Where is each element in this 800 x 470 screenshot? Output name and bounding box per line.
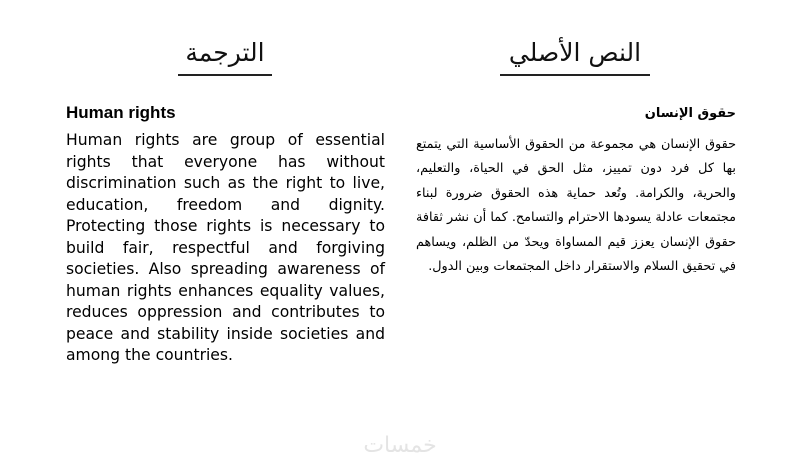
watermark-logo: خمسات — [363, 433, 437, 458]
arabic-title: حقوق الإنسان — [644, 106, 736, 121]
english-body-text: Human rights are group of essential rights that everyone has without discrimination such as the right to live, education, freedom and dignity. Protecting those rights is necessary to build fair, respectful and forgiving societies. Also spreading awareness of human rights enhances equality values, reduces oppression and contributes to peace and stability inside societies and among the countries. — [66, 131, 385, 364]
translation-heading: الترجمة — [178, 36, 272, 76]
original-text-heading: النص الأصلي — [500, 36, 650, 76]
arabic-body-text: حقوق الإنسان هي مجموعة من الحقوق الأساسية التي يتمتع بها كل فرد دون تمييز، مثل الحق في الحياة، والتعليم، والحرية، والكرامة. وتُعد حماية هذه الحقوق ضرورة لبناء مجتمعات عادلة يسودها الاحترام والتسامح. كما أن نشر ثقافة حقوق الإنسان يعزز قيم المساواة ويحدّ من الظلم، ويساهم في تحقيق السلام والاستقرار داخل المجتمعات وبين الدول. — [416, 137, 736, 275]
english-title: Human rights — [66, 103, 176, 122]
